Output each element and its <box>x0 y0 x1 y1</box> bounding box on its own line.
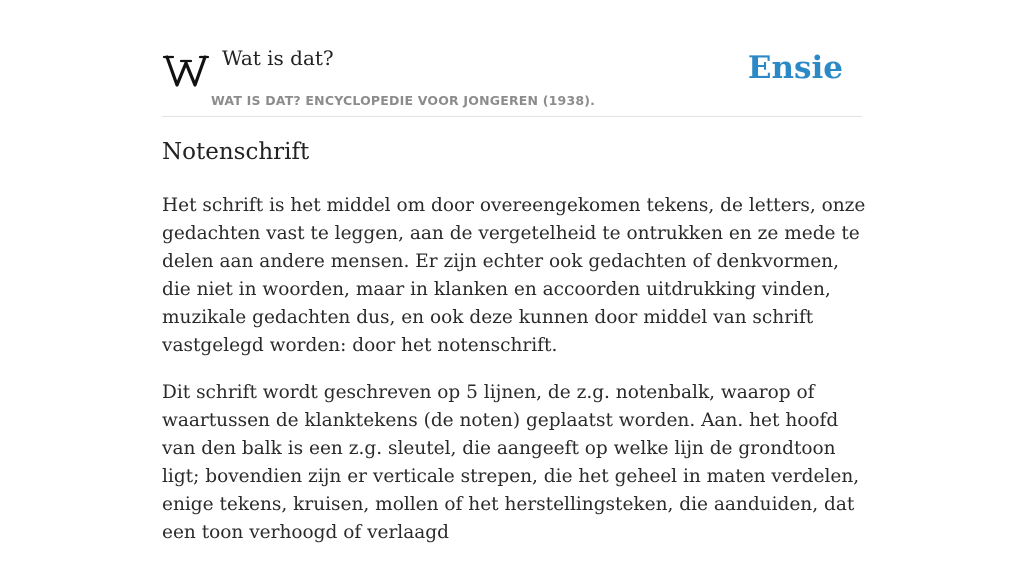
site-title[interactable]: Wat is dat? <box>222 46 334 70</box>
header <box>162 36 862 117</box>
article-paragraph: Het schrift is het middel om door overeengekomen tekens, de letters, onze gedachten vast te leggen, aan de vergetelheid te ontrukken en ze mede te delen aan andere mensen. Er zijn echter ook gedachten of denkvormen, die niet in woorden, maar in klanken en accoorden uitdrukking vinden, muzikale gedachten dus, en ook deze kunnen door middel van schrift vastgelegd worden: door het notenschrift. <box>162 195 866 356</box>
wikipedia-w-icon[interactable] <box>164 52 208 90</box>
article-title: Notenschrift <box>162 139 310 165</box>
brand-logo-link[interactable]: Ensie <box>747 50 843 86</box>
article-content <box>162 192 867 566</box>
source-subtitle: WAT IS DAT? ENCYCLOPEDIE VOOR JONGEREN (1938). <box>211 93 596 108</box>
article-paragraph: Dit schrift wordt geschreven op 5 lijnen, de z.g. notenbalk, waarop of waartussen de klanktekens (de noten) geplaatst worden. Aan. het hoofd van den balk is een z.g. sleutel, die aangeeft op welke lijn de grondtoon ligt; bovendien zijn er verticale strepen, die het geheel in maten verdelen, enige tekens, kruisen, mollen of het herstellingsteken, die aanduiden, dat een toon verhoogd of verlaagd <box>162 382 860 543</box>
